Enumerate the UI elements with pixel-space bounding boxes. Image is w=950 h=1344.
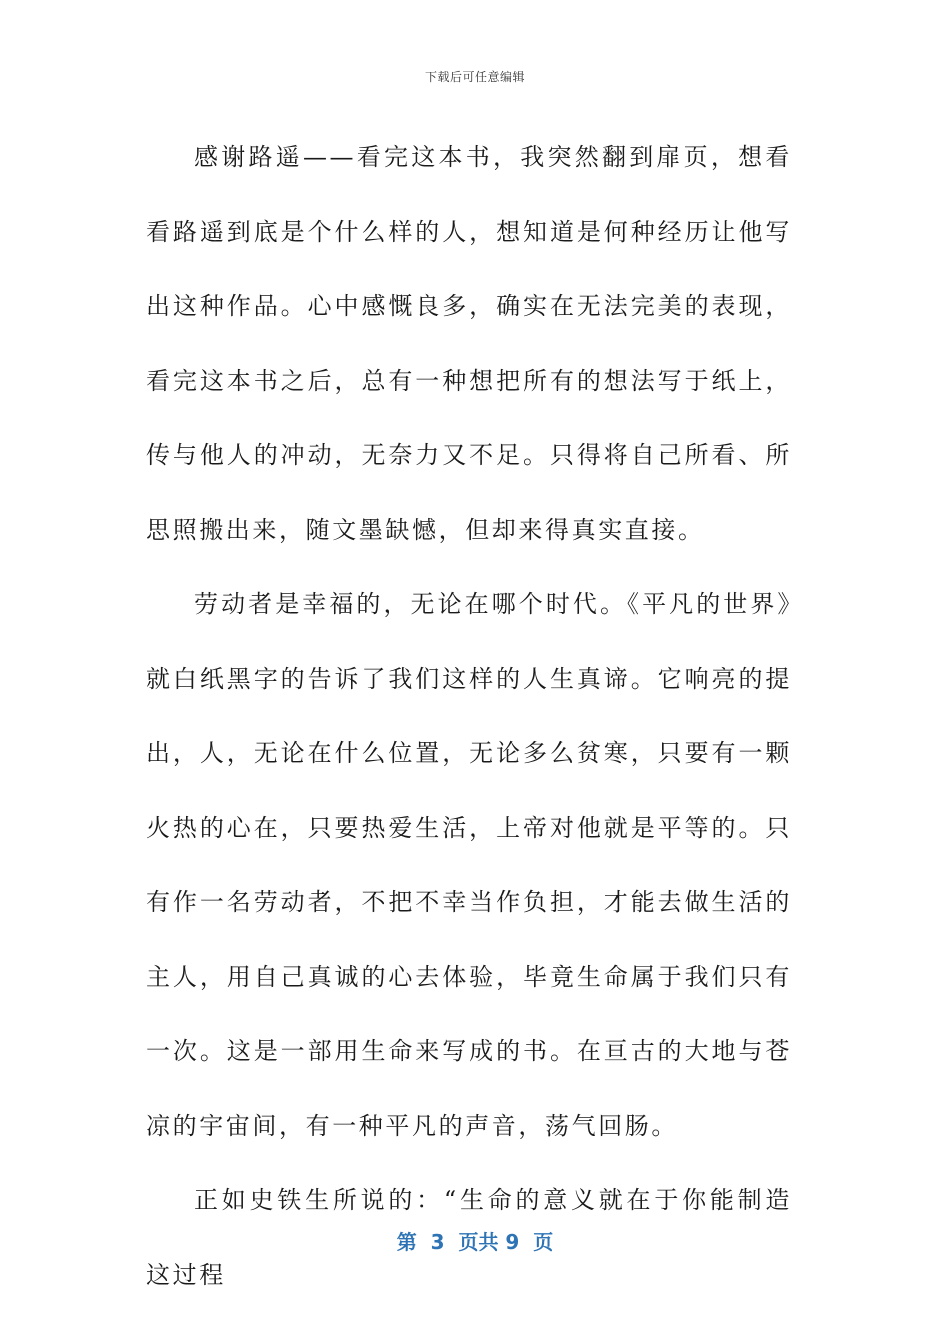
paragraph-3: 正如史铁生所说的：“生命的意义就在于你能制造这过程	[146, 1186, 792, 1289]
header-note: 下载后可任意编辑	[424, 70, 525, 84]
body-text	[146, 120, 792, 1312]
paragraph-1: 感谢路遥——看完这本书，我突然翻到扉页，想看看路遥到底是个什么样的人，想知道是何种经历让他写出这种作品。心中感慨良多，确实在无法完美的表现，看完这本书之后，总有一种想把所有的想法写于纸上，传与他人的冲动，无奈力又不足。只得将自己所看、所思照搬出来，随文墨缺憾，但却来得真实直接。	[146, 143, 792, 544]
page-number-footer: 第 3 页共 9 页	[396, 1230, 554, 1254]
paragraph-2: 劳动者是幸福的，无论在哪个时代。《平凡的世界》就白纸黑字的告诉了我们这样的人生真谛。它响亮的提出，人，无论在什么位置，无论多么贫寒，只要有一颗火热的心在，只要热爱生活，上帝对他就是平等的。只有作一名劳动者，不把不幸当作负担，才能去做生活的主人，用自己真诚的心去体验，毕竟生命属于我们只有一次。这是一部用生命来写成的书。在亘古的大地与苍凉的宇宙间，有一种平凡的声音，荡气回肠。	[146, 590, 792, 1140]
